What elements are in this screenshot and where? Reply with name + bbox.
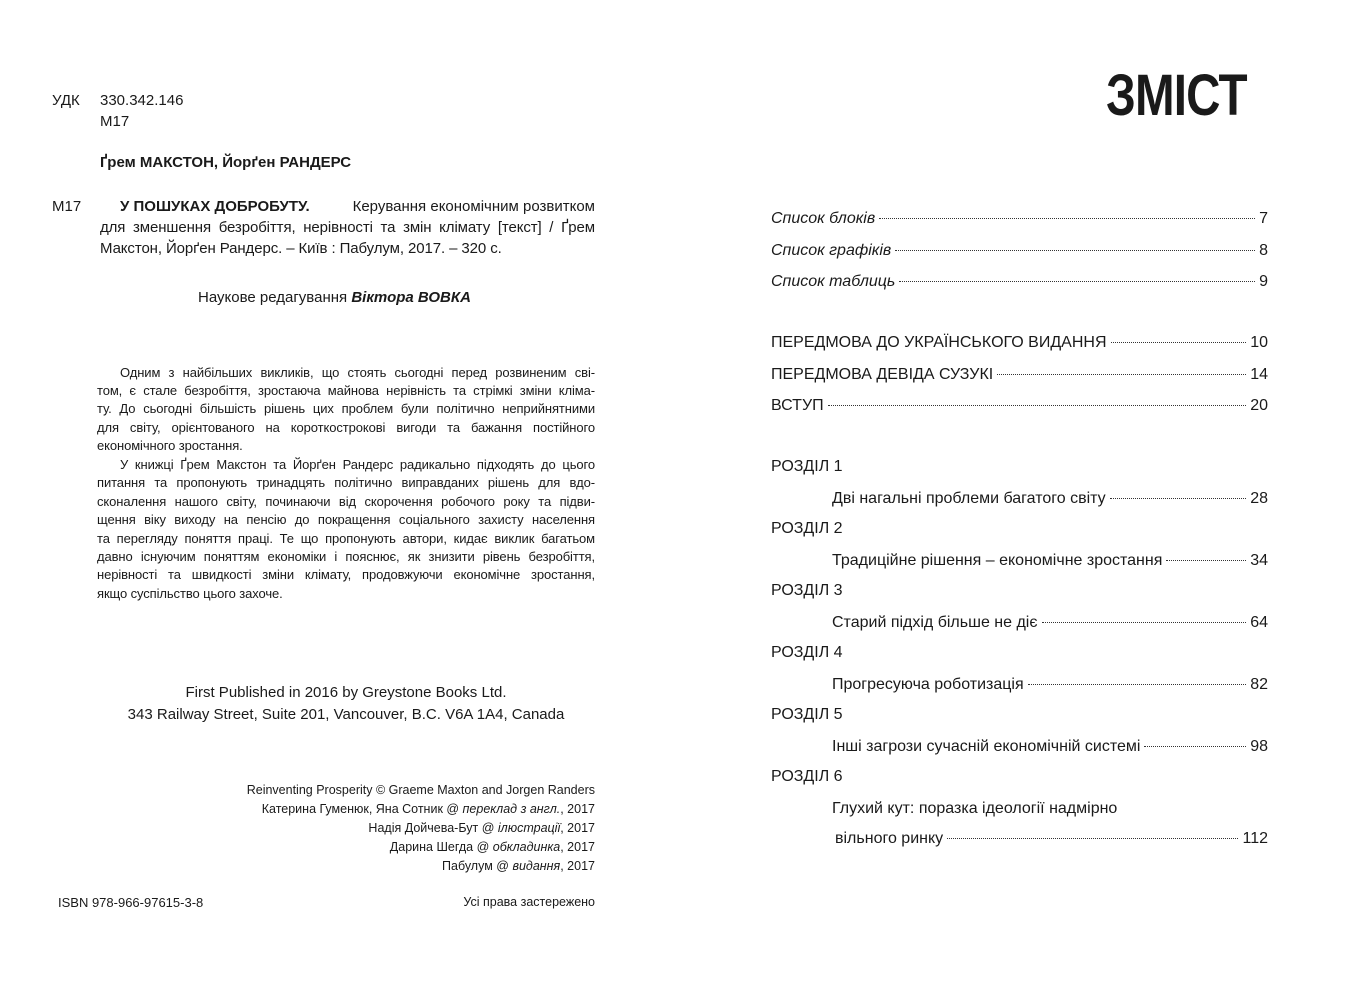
dot-leader xyxy=(828,405,1247,406)
toc-page: 34 xyxy=(1250,552,1268,569)
toc-entry[interactable] xyxy=(835,830,1268,848)
toc-label: ПЕРЕДМОВА ДО УКРАЇНСЬКОГО ВИДАННЯ xyxy=(771,334,1107,351)
credit-name: Катерина Гуменюк, Яна Сотник @ xyxy=(261,802,463,816)
isbn: ISBN 978-966-97615-3-8 xyxy=(58,895,204,910)
abstract-line: для світу, орієнтованого на короткострокові вигоди та бажання постійного xyxy=(97,420,595,435)
book-title: У ПОШУКАХ ДОБРОБУТУ. xyxy=(120,198,310,215)
credit-role: видання xyxy=(512,859,561,873)
credit-role: обкладинка xyxy=(492,840,561,854)
toc-label: Дві нагальні проблеми багатого світу xyxy=(832,490,1106,507)
credit-role: ілюстрації xyxy=(497,821,561,835)
toc-label: Список блоків xyxy=(771,210,876,227)
dot-leader xyxy=(879,218,1255,219)
abstract-line: У книжці Ґрем Макстон та Йорґен Рандерс радикально підходять до цього xyxy=(120,457,595,472)
credit-line xyxy=(390,840,595,854)
toc-label: Інші загрози сучасній економічній системі xyxy=(832,738,1141,755)
toc-label: Традиційне рішення – економічне зростання xyxy=(832,552,1163,569)
chapter-heading: РОЗДІЛ 6 xyxy=(771,768,843,785)
chapter-heading: РОЗДІЛ 1 xyxy=(771,458,843,475)
biblio-line-3: Макстон, Йорґен Рандерс. – Київ : Пабулум, 2017. – 320 с. xyxy=(100,240,502,257)
dot-leader xyxy=(899,281,1255,282)
toc-label: Прогресуюча роботизація xyxy=(832,676,1024,693)
credit-year: , 2017 xyxy=(560,802,595,816)
abstract-line: давно існуючим поняттям економіки і пояснює, як знизити рівень безробіття, xyxy=(97,549,595,564)
udk-label: УДК xyxy=(52,92,80,109)
dot-leader xyxy=(997,374,1246,375)
credit-name: Дарина Шегда @ xyxy=(389,840,493,854)
credit-role: переклад з англ. xyxy=(462,802,561,816)
toc-label: вільного ринку xyxy=(835,830,944,847)
credit-line xyxy=(262,802,595,816)
dot-leader xyxy=(1144,746,1246,747)
credit-line xyxy=(247,783,595,797)
toc-entry[interactable] xyxy=(771,210,1268,228)
credit-name: Пабулум @ xyxy=(442,859,513,873)
abstract-line: економічного зростання. xyxy=(97,438,243,453)
credit-name: Reinventing Prosperity © Graeme Maxton and Jorgen Randers xyxy=(246,783,595,797)
chapter-heading: РОЗДІЛ 4 xyxy=(771,644,843,661)
dot-leader xyxy=(1166,560,1246,561)
chapter-heading: РОЗДІЛ 3 xyxy=(771,582,843,599)
chapter-heading: РОЗДІЛ 2 xyxy=(771,520,843,537)
dot-leader xyxy=(1111,342,1247,343)
publisher-line-2: 343 Railway Street, Suite 201, Vancouver, B.C. V6A 1A4, Canada xyxy=(127,706,565,723)
credit-name: Надія Дойчева-Бут @ xyxy=(368,821,498,835)
udk-value: 330.342.146 xyxy=(100,92,184,109)
toc-title: ЗМІСТ xyxy=(1106,63,1247,128)
biblio-code: М17 xyxy=(52,198,82,215)
toc-entry[interactable] xyxy=(832,490,1268,508)
credit-year: , 2017 xyxy=(560,859,595,873)
scientific-editor xyxy=(198,289,471,306)
biblio-line-1: Керування економічним розвитком xyxy=(352,198,595,215)
chapter-heading: РОЗДІЛ 5 xyxy=(771,706,843,723)
toc-page: 9 xyxy=(1259,273,1268,290)
toc-label: Старий підхід більше не діє xyxy=(832,614,1038,631)
credit-line xyxy=(442,859,595,873)
abstract-line: сконалення нашого світу, починаючи від скорочення робочого року та підви- xyxy=(97,494,595,509)
dot-leader xyxy=(1110,498,1247,499)
toc-page: 8 xyxy=(1259,242,1268,259)
toc-page: 14 xyxy=(1250,366,1268,383)
toc-page: 112 xyxy=(1242,830,1268,847)
toc-entry[interactable] xyxy=(832,614,1268,632)
dot-leader xyxy=(895,250,1255,251)
toc-page: 64 xyxy=(1250,614,1268,631)
credit-line xyxy=(368,821,595,835)
credit-year: , 2017 xyxy=(560,840,595,854)
toc-page: 98 xyxy=(1250,738,1268,755)
abstract-line: том, є стале безробіття, зростаюча майнова нерівність та стрімкі зміни кліма- xyxy=(97,383,595,398)
toc-entry[interactable] xyxy=(771,242,1268,260)
abstract-line: якщо суспільство цього захоче. xyxy=(97,586,283,601)
udk-code: М17 xyxy=(100,113,130,130)
toc-label: ВСТУП xyxy=(771,397,824,414)
editor-prefix: Наукове редагування xyxy=(198,289,348,306)
toc-page: 7 xyxy=(1259,210,1268,227)
toc-entry[interactable] xyxy=(771,334,1268,352)
editor-name: Віктора ВОВКА xyxy=(351,289,471,306)
abstract-line: нерівності та швидкості зміни клімату, продовжуючи економічне зростання, xyxy=(97,567,595,582)
toc-label-line-1[interactable]: Глухий кут: поразка ідеології надмірно xyxy=(832,800,1118,817)
biblio-line-2: для зменшення безробіття, нерівності та змін клімату [текст] / Ґрем xyxy=(100,219,595,236)
abstract-line: щення віку виходу на пенсію до покращення соціального захисту населення xyxy=(97,512,595,527)
abstract-line: питання та пропонують тринадцять політично виправданих рішень для вдо- xyxy=(97,475,595,490)
toc-page: 82 xyxy=(1250,676,1268,693)
abstract-line: Одним з найбільших викликів, що стоять сьогодні перед розвиненим сві- xyxy=(120,365,595,380)
toc-entry[interactable] xyxy=(832,738,1268,756)
dot-leader xyxy=(1028,684,1247,685)
abstract-line: та перегляду поняття праці. Те що пропонують автори, кидає виклик багатьом xyxy=(97,531,595,546)
toc-entry[interactable] xyxy=(832,676,1268,694)
dot-leader xyxy=(947,838,1238,839)
toc-entry[interactable] xyxy=(771,273,1268,291)
biblio-first-line xyxy=(120,198,595,215)
abstract-line: ту. До сьогодні більшість рішень цих проблем були політично неприйнятними xyxy=(97,401,595,416)
toc-label: ПЕРЕДМОВА ДЕВІДА СУЗУКІ xyxy=(771,366,994,383)
toc-entry[interactable] xyxy=(771,366,1268,384)
rights-reserved: Усі права застережено xyxy=(463,895,595,909)
toc-page: 28 xyxy=(1250,490,1268,507)
dot-leader xyxy=(1042,622,1247,623)
credit-year: , 2017 xyxy=(560,821,595,835)
toc-entry[interactable] xyxy=(771,397,1268,415)
toc-page: 20 xyxy=(1250,397,1268,414)
toc-label: Список таблиць xyxy=(771,273,896,290)
toc-page: 10 xyxy=(1250,334,1268,351)
publisher-line-1: First Published in 2016 by Greystone Books Ltd. xyxy=(185,684,507,701)
authors: Ґрем МАКСТОН, Йорґен РАНДЕРС xyxy=(100,154,352,171)
toc-entry[interactable] xyxy=(832,552,1268,570)
toc-label: Список графіків xyxy=(771,242,892,259)
